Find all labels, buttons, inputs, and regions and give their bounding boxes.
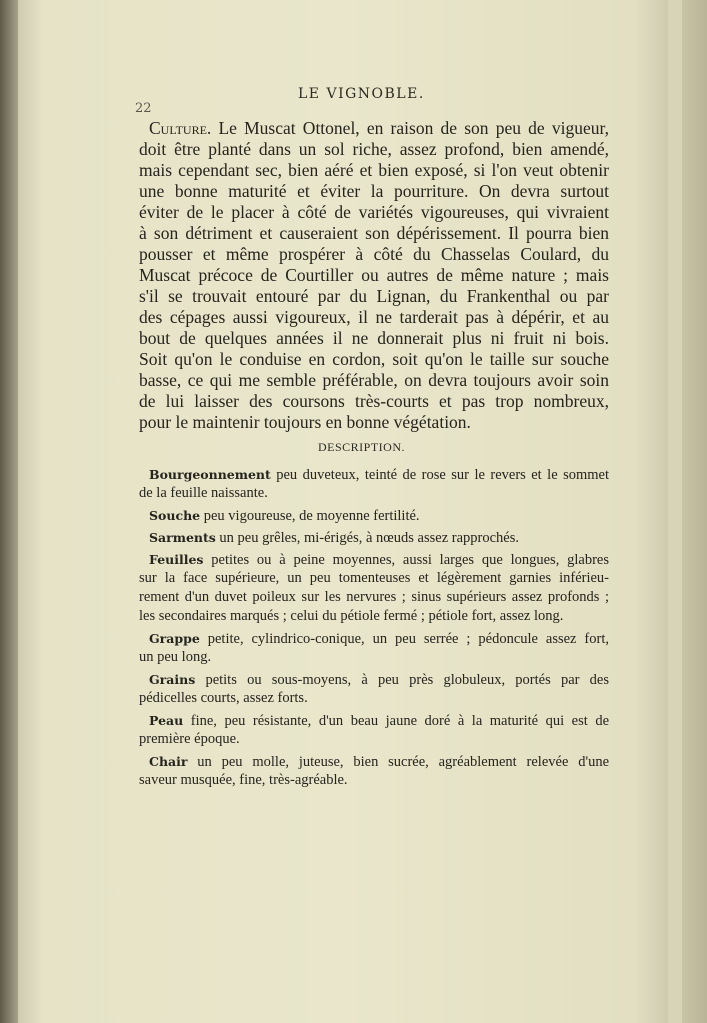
culture-line-text: Le Muscat Ottonel, en raison de son peu de vigueur, [211, 118, 609, 138]
culture-line-text: s'il se trouvait entouré par du Lignan, du Frankenthal ou par [139, 286, 609, 306]
description-text: petite, cylindrico-conique, un peu serrée ; pédoncule assez fort, [199, 631, 609, 647]
description-text: peu vigoureuse, de moyenne fertilité. [200, 508, 420, 524]
culture-line [139, 181, 609, 201]
description-text: un peu grêles, mi-érigés, à nœuds assez rapprochés. [215, 530, 519, 546]
book-gutter [0, 0, 18, 1023]
culture-line-text: des cépages aussi vigoureux, il ne tarderait pas à dépérir, et au [139, 307, 609, 327]
description-text: fine, peu résistante, d'un beau jaune doré à la maturité qui est de [183, 713, 609, 729]
description-line [139, 630, 609, 648]
culture-line-text: Soit qu'on le conduise en cordon, soit qu'on le taille sur souche [139, 349, 609, 369]
page-number: 22 [135, 101, 152, 116]
description-text: de la feuille naissante. [139, 485, 268, 501]
description-line [139, 466, 609, 484]
culture-line-text: mais cependant sec, bien aéré et bien exposé, si l'on veut obtenir [139, 160, 609, 180]
description-term: Grappe [149, 631, 200, 646]
culture-line-text: doit être planté dans un sol riche, assez profond, bien amendé, [139, 139, 609, 159]
description-term: Feuilles [149, 552, 204, 567]
culture-line [139, 118, 609, 138]
running-head: LE VIGNOBLE. [298, 86, 425, 102]
culture-line [139, 139, 609, 159]
culture-line-text: de lui laisser des coursons très-courts et pas trop nombreux, [139, 391, 609, 411]
description-line [139, 589, 609, 606]
description-text: saveur musquée, fine, très-agréable. [139, 772, 348, 788]
description-line [139, 649, 609, 666]
description-term: Chair [149, 754, 188, 769]
description-text: un peu long. [139, 649, 212, 665]
description-text: peu duveteux, teinté de rose sur le revers et le sommet [270, 467, 609, 483]
description-text: pédicelles courts, assez forts. [139, 690, 308, 706]
description-term: Peau [149, 713, 184, 728]
description-text: petits ou sous-moyens, à peu près globuleux, portés par des [195, 672, 609, 688]
description-line [139, 485, 609, 502]
culture-line-text: basse, ce qui me semble préférable, on devra toujours avoir soin [139, 370, 609, 390]
description-term: Bourgeonnement [149, 467, 271, 482]
description-line [139, 772, 609, 789]
culture-line [139, 391, 609, 411]
description-text: les secondaires marqués ; celui du pétiole fermé ; pétiole fort, assez long. [139, 608, 564, 624]
description-line [139, 608, 609, 625]
culture-line [139, 349, 609, 369]
description-term: Souche [149, 508, 201, 523]
page-edge-stack [682, 0, 707, 1023]
description-line [139, 753, 609, 771]
culture-line [139, 328, 609, 348]
description-line [139, 551, 609, 569]
culture-line [139, 244, 609, 264]
description-text: un peu molle, juteuse, bien sucrée, agréablement relevée d'une [187, 754, 609, 770]
description-text: première époque. [139, 731, 240, 747]
culture-line-text: pousser et même prospérer à côté du Chasselas Coulard, du [139, 244, 609, 264]
culture-line-text: Muscat précoce de Courtiller ou autres de même nature ; mais [139, 265, 609, 285]
culture-line-text: une bonne maturité et éviter la pourriture. On devra surtout [139, 181, 609, 201]
description-line [139, 690, 609, 707]
description-line [139, 671, 609, 689]
description-text: petites ou à peine moyennes, aussi larges que longues, glabres [203, 552, 609, 568]
culture-line [139, 202, 609, 222]
culture-line-text: éviter de le placer à côté de variétés vigoureuses, qui vivraient [139, 202, 609, 222]
culture-line [139, 307, 609, 327]
description-heading: DESCRIPTION. [318, 440, 406, 454]
culture-line-text: bout de quelques années il ne donnerait plus ni fruit ni bois. [139, 328, 609, 348]
description-line [139, 731, 609, 748]
culture-line [139, 160, 609, 180]
description-text: sur la face supérieure, un peu tomenteuses et légèrement garnies inférieu- [139, 570, 609, 586]
description-term: Sarments [149, 530, 216, 545]
culture-line [139, 286, 609, 306]
culture-line [139, 412, 609, 432]
description-term: Grains [149, 672, 196, 687]
culture-line [139, 223, 609, 243]
culture-line-text: à son détriment et causeraient son dépérissement. Il pourra bien [139, 223, 609, 243]
description-text: rement d'un duvet poileux sur les nervures ; sinus supérieurs assez profonds ; [139, 589, 609, 605]
description-line [139, 712, 609, 730]
culture-line [139, 265, 609, 285]
culture-line [139, 370, 609, 390]
description-line [139, 507, 609, 525]
description-line [139, 529, 609, 547]
page-edge [668, 0, 682, 1023]
description-line [139, 570, 609, 587]
culture-line-text: pour le maintenir toujours en bonne végétation. [139, 412, 471, 432]
culture-label: Culture. [149, 118, 212, 138]
